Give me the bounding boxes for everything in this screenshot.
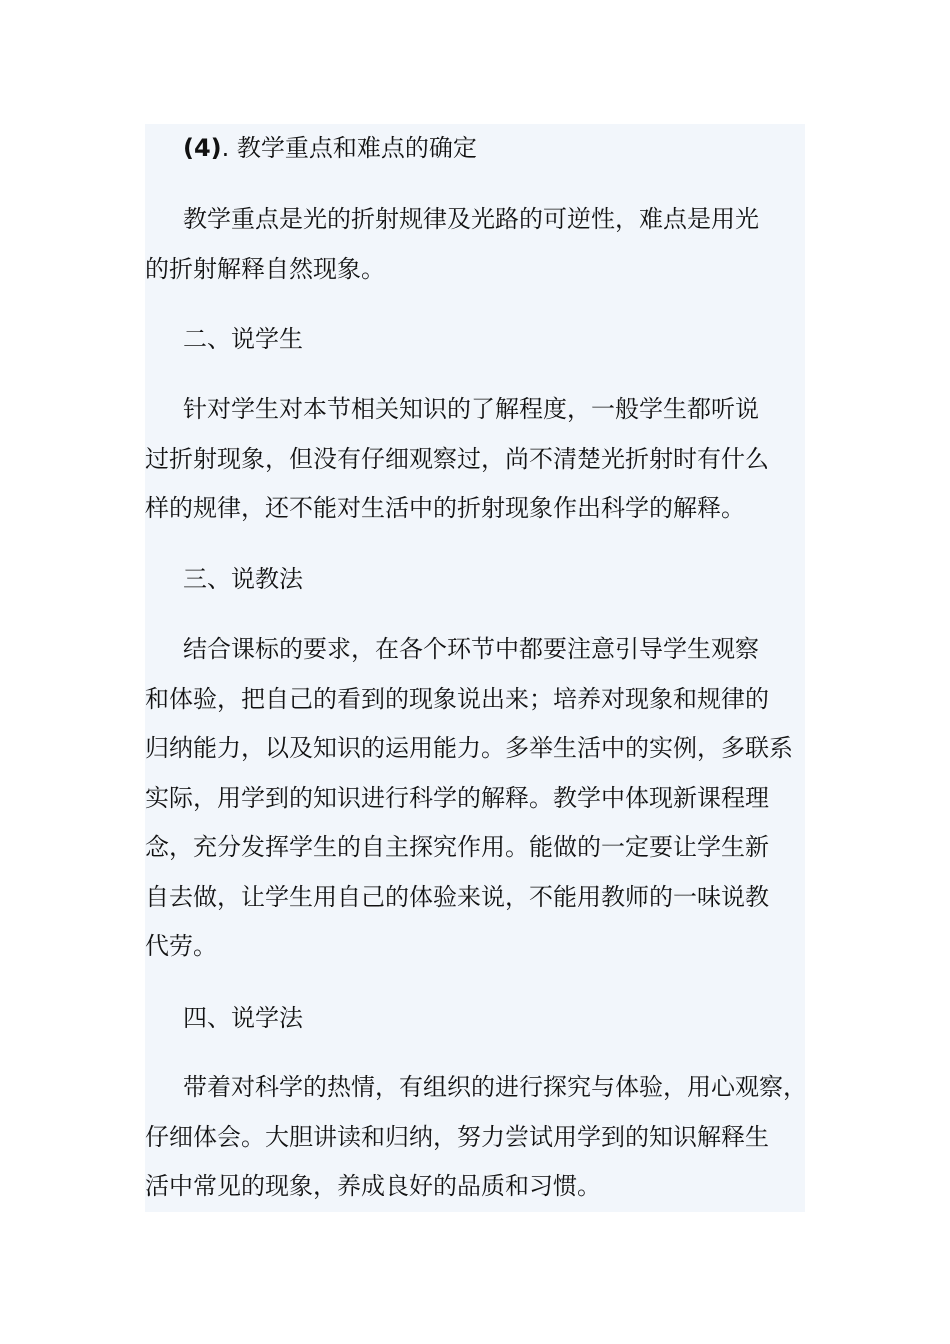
section-heading-students: 二、说学生 bbox=[183, 325, 303, 353]
text-line: 实际，用学到的知识进行科学的解释。教学中体现新课程理 bbox=[145, 783, 769, 812]
paragraph-students bbox=[145, 385, 769, 534]
text-line: 活中常见的现象，养成良好的品质和习惯。 bbox=[145, 1172, 601, 1200]
text-line: 仔细体会。大胆讲读和归纳，努力尝试用学到的知识解释生 bbox=[145, 1122, 769, 1151]
text-line: 带着对科学的热情，有组织的进行探究与体验，用心观察， bbox=[183, 1073, 807, 1101]
text-line: 过折射现象，但没有仔细观察过，尚不清楚光折射时有什么 bbox=[145, 444, 769, 473]
text-line: 样的规律，还不能对生活中的折射现象作出科学的解释。 bbox=[145, 494, 745, 522]
text-line: 结合课标的要求，在各个环节中都要注意引导学生观察 bbox=[183, 635, 759, 663]
paragraph-teaching-method bbox=[145, 625, 793, 972]
paragraph-learning-method bbox=[145, 1063, 807, 1212]
section-heading-learning-method: 四、说学法 bbox=[183, 1004, 303, 1032]
text-line: 和体验，把自己的看到的现象说出来；培养对现象和规律的 bbox=[145, 684, 769, 713]
text-line: 念，充分发挥学生的自主探究作用。能做的一定要让学生新 bbox=[145, 833, 769, 861]
subsection-number: (4) bbox=[183, 134, 222, 162]
text-line: 自去做，让学生用自己的体验来说，不能用教师的一味说教 bbox=[145, 882, 769, 911]
subsection-heading-teaching-focus bbox=[145, 124, 477, 174]
text-line: 归纳能力，以及知识的运用能力。多举生活中的实例，多联系 bbox=[145, 734, 793, 762]
subsection-title: . 教学重点和难点的确定 bbox=[221, 134, 477, 162]
text-line: 针对学生对本节相关知识的了解程度，一般学生都听说 bbox=[183, 395, 759, 423]
paragraph-teaching-focus bbox=[145, 195, 759, 294]
document-body bbox=[145, 124, 805, 1212]
text-line: 代劳。 bbox=[145, 932, 217, 960]
text-line: 教学重点是光的折射规律及光路的可逆性，难点是用光 bbox=[183, 205, 759, 233]
section-heading-teaching-method: 三、说教法 bbox=[183, 565, 303, 593]
text-line: 的折射解释自然现象。 bbox=[145, 254, 385, 283]
